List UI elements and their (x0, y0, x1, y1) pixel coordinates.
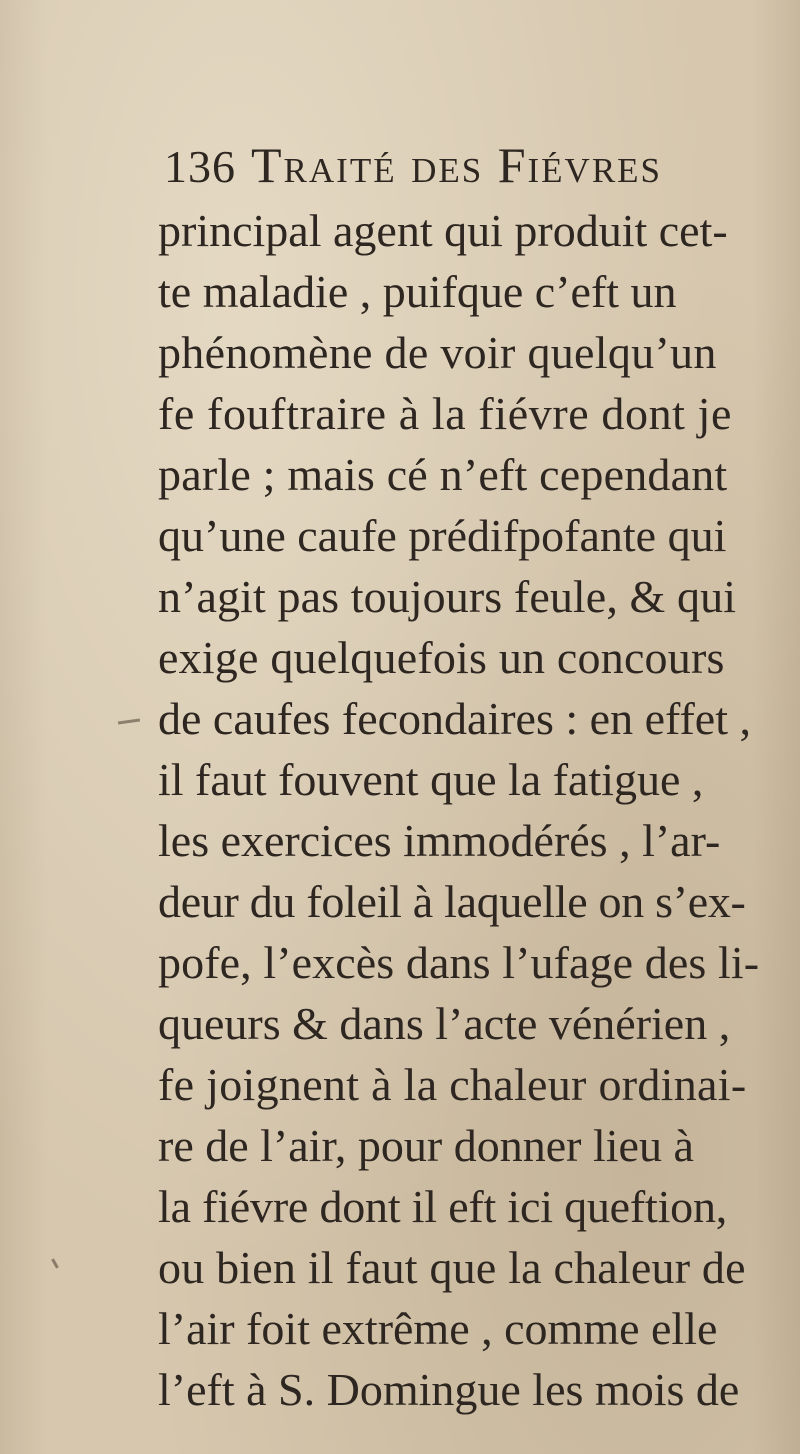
page-number: 136 (164, 141, 236, 192)
text-line: parle ; mais cé n’eft cependant (158, 449, 728, 500)
margin-mark (51, 1258, 59, 1268)
text-line: exige quelquefois un concours (158, 632, 725, 683)
text-line: l’air foit extrême , comme elle (158, 1303, 718, 1354)
text-line: principal agent qui produit cet- (158, 205, 728, 256)
text-line: ou bien il faut que la chaleur de (158, 1242, 746, 1293)
text-line: il faut fouvent que la fatigue , (158, 754, 704, 805)
text-line: l’eft à S. Domingue les mois de (158, 1364, 740, 1415)
text-line: la fiévre dont il eft ici queftion, (158, 1181, 728, 1232)
text-line: fe fouftraire à la fiévre dont je (158, 388, 733, 439)
text-line: de caufes fecondaires : en effet , (158, 693, 751, 744)
running-title: Traité des Fiévres (251, 137, 663, 193)
text-line: fe joignent à la chaleur ordinai- (158, 1059, 747, 1110)
text-line: qu’une caufe prédifpofante qui (158, 510, 727, 561)
text-line: phénomène de voir quelqu’un (158, 327, 717, 378)
running-header (164, 136, 724, 196)
text-line: deur du foleil à laquelle on s’ex- (158, 876, 746, 927)
margin-mark (118, 718, 140, 724)
text-line: n’agit pas toujours feule, & qui (158, 571, 737, 622)
text-body (158, 200, 798, 1420)
text-line: les exercices immodérés , l’ar- (158, 815, 721, 866)
text-line: pofe, l’excès dans l’ufage des li- (158, 937, 760, 988)
text-line: te maladie , puifque c’eft un (158, 266, 677, 317)
text-line: queurs & dans l’acte vénérien , (158, 998, 731, 1049)
text-line: re de l’air, pour donner lieu à (158, 1120, 694, 1171)
